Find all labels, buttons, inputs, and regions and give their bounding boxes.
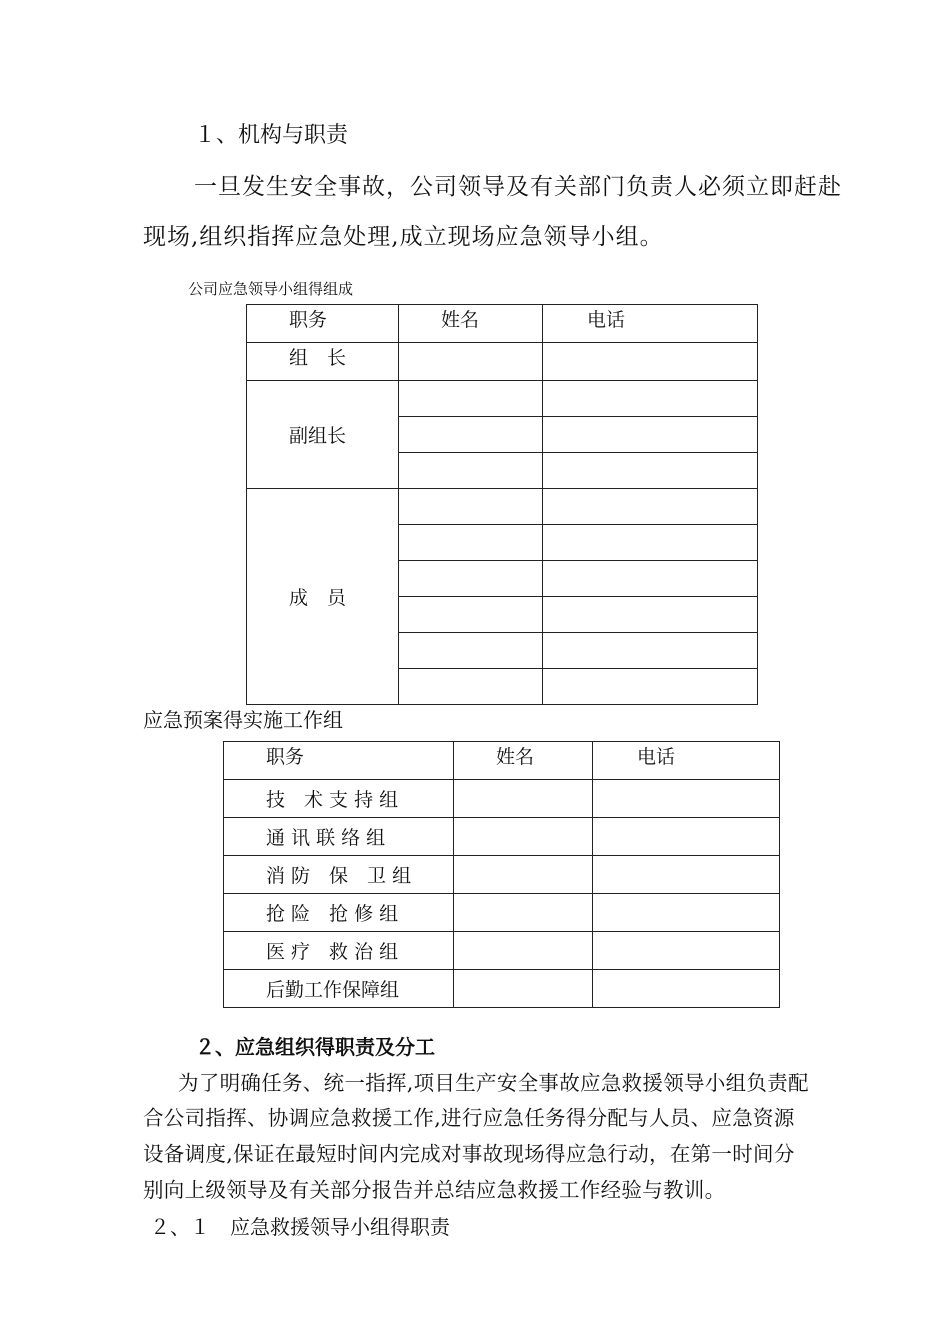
table-cell xyxy=(454,932,593,970)
group-logistics: 后勤工作保障组 xyxy=(224,970,454,1008)
table-cell xyxy=(543,453,758,489)
table-cell xyxy=(454,894,593,932)
table-cell xyxy=(399,669,543,705)
table-cell xyxy=(399,343,543,381)
table-cell xyxy=(399,597,543,633)
leadership-group-table xyxy=(246,304,758,705)
section1-paragraph-line1: 一旦发生安全事故，公司领导及有关部门负责人必须立即赶赴 xyxy=(194,174,842,200)
table-cell xyxy=(454,818,593,856)
section1-paragraph-line2: 现场,组织指挥应急处理,成立现场应急领导小组。 xyxy=(143,224,664,250)
table-cell xyxy=(399,633,543,669)
table-header-row xyxy=(247,305,758,343)
group-medical: 医 疗 救 治 组 xyxy=(224,932,454,970)
table-cell xyxy=(399,525,543,561)
table-cell xyxy=(399,417,543,453)
table2-caption: 应急预案得实施工作组 xyxy=(143,708,343,732)
section2-subheading: ２、１ 应急救援领导小组得职责 xyxy=(150,1215,450,1239)
table-cell xyxy=(543,633,758,669)
header-phone: 电话 xyxy=(543,305,758,343)
table-cell xyxy=(593,856,780,894)
section2-line3: 设备调度,保证在最短时间内完成对事故现场得应急行动，在第一时间分 xyxy=(143,1142,795,1166)
section2-heading: ２、应急组织得职责及分工 xyxy=(195,1035,435,1059)
table-cell xyxy=(593,780,780,818)
table-cell xyxy=(543,525,758,561)
group-rescue-repair: 抢 险 抢 修 组 xyxy=(224,894,454,932)
table-row xyxy=(247,343,758,381)
table-cell xyxy=(543,343,758,381)
table-cell xyxy=(543,489,758,525)
table-row xyxy=(247,381,758,417)
section2-line4: 别向上级领导及有关部分报告并总结应急救援工作经验与教训。 xyxy=(143,1178,726,1202)
section2-line1: 为了明确任务、统一指挥,项目生产安全事故应急救援领导小组负责配 xyxy=(178,1071,809,1095)
header-position: 职务 xyxy=(224,742,454,780)
group-communication: 通 讯 联 络 组 xyxy=(224,818,454,856)
table-row xyxy=(224,894,780,932)
table-cell xyxy=(543,597,758,633)
table-cell xyxy=(593,818,780,856)
table-row xyxy=(224,818,780,856)
table-row xyxy=(224,932,780,970)
table-row xyxy=(224,856,780,894)
table-header-row xyxy=(224,742,780,780)
header-phone: 电话 xyxy=(593,742,780,780)
table-row xyxy=(247,489,758,525)
table-cell xyxy=(399,381,543,417)
table-cell xyxy=(593,970,780,1008)
header-position: 职务 xyxy=(247,305,399,343)
role-leader: 组 长 xyxy=(247,343,399,381)
table-row xyxy=(224,970,780,1008)
group-tech-support: 技 术 支 持 组 xyxy=(224,780,454,818)
role-members: 成 员 xyxy=(247,489,399,705)
table-cell xyxy=(543,381,758,417)
table-cell xyxy=(399,561,543,597)
header-name: 姓名 xyxy=(399,305,543,343)
implementation-workgroup-table xyxy=(223,741,780,1008)
table-cell xyxy=(454,780,593,818)
table-cell xyxy=(593,932,780,970)
section1-heading: １、机构与职责 xyxy=(194,123,349,148)
section2-line2: 合公司指挥、协调应急救援工作,进行应急任务得分配与人员、应急资源 xyxy=(143,1106,795,1130)
table-cell xyxy=(593,894,780,932)
group-fire-security: 消 防 保 卫 组 xyxy=(224,856,454,894)
header-name: 姓名 xyxy=(454,742,593,780)
table-cell xyxy=(543,417,758,453)
table-cell xyxy=(399,489,543,525)
table-cell xyxy=(543,669,758,705)
table-cell xyxy=(454,970,593,1008)
table-cell xyxy=(399,453,543,489)
table1-caption: 公司应急领导小组得组成 xyxy=(188,280,354,298)
table-cell xyxy=(454,856,593,894)
table-cell xyxy=(543,561,758,597)
table-row xyxy=(224,780,780,818)
role-deputy-leader: 副组长 xyxy=(247,381,399,489)
